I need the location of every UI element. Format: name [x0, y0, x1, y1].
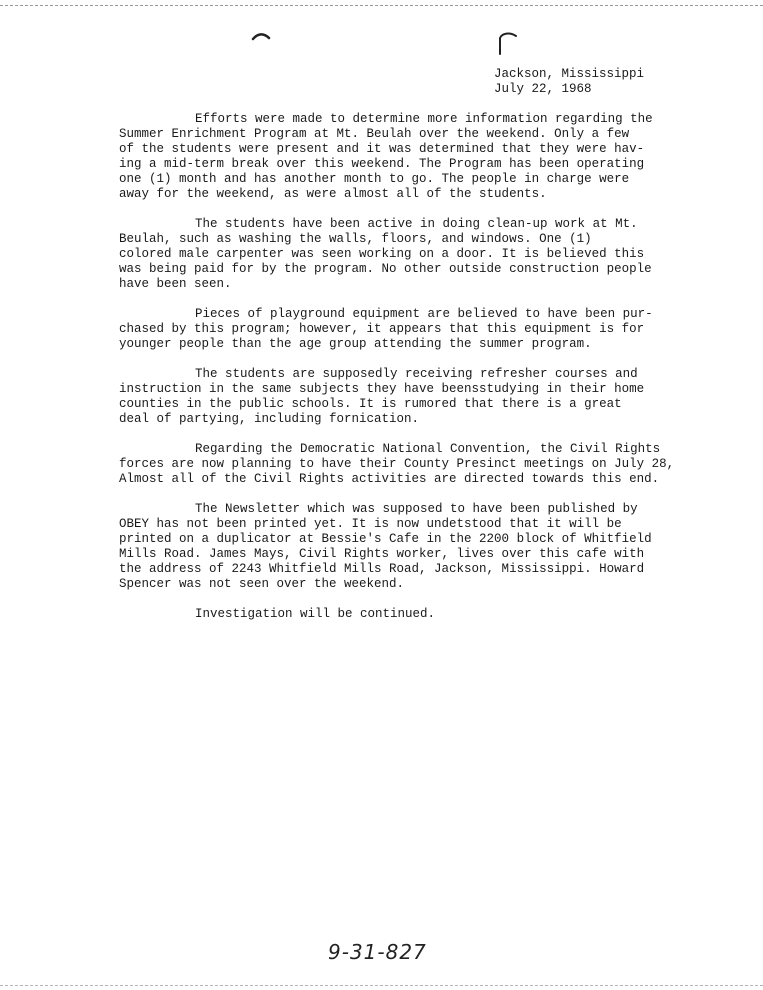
dateline-place: Jackson, Mississippi [494, 67, 645, 81]
paragraph: Regarding the Democratic National Convention, the Civil Rights forces are now planning to have their County Presinct meetings on July 28, Almost all of the Civil Rights activities are directed towards this end. [119, 442, 675, 486]
paragraph: The Newsletter which was supposed to have been published by OBEY has not been printed yet. It is now undetstood that it will be printed on a duplicator at Bessie's Cafe in the 2200 block of Whitfield Mills Road. James Mays, Civil Rights worker, lives over this cafe with the address of 2243 Whitfield Mills Road, Jackson, Mississippi. Howard Spencer was not seen over the weekend. [119, 502, 652, 591]
dateline [494, 67, 644, 97]
paragraph: Investigation will be continued. [195, 607, 436, 621]
top-dashed-rule [0, 5, 763, 6]
paragraph: The students have been active in doing clean-up work at Mt. Beulah, such as washing the walls, floors, and windows. One (1) colored male carpenter was seen working on a door. It is believed this was being paid for by the program. No other outside construction people have been seen. [119, 217, 652, 291]
punch-mark-icon [496, 30, 520, 56]
paragraph: The students are supposedly receiving refresher courses and instruction in the same subjects they have beensstudying in their home counties in the public schools. It is rumored that there is a great deal of partying, including fornication. [119, 367, 645, 426]
handwritten-page-number: 9-31-827 [328, 940, 427, 964]
dateline-date: July 22, 1968 [494, 82, 592, 96]
paragraph: Pieces of playground equipment are believed to have been pur- chased by this program; however, it appears that this equipment is for younger people than the age group attending the summer program. [119, 307, 653, 351]
bottom-dashed-rule [0, 985, 763, 986]
punch-mark-icon [250, 30, 272, 44]
paragraph: Efforts were made to determine more information regarding the Summer Enrichment Program at Mt. Beulah over the weekend. Only a few of the students were present and it was determined that they were hav- ing a mid-term break over this weekend. The Program has been operating one (1) month and has another month to go. The people in charge were away for the weekend, as were almost all of the students. [119, 112, 653, 201]
report-body [119, 112, 679, 637]
